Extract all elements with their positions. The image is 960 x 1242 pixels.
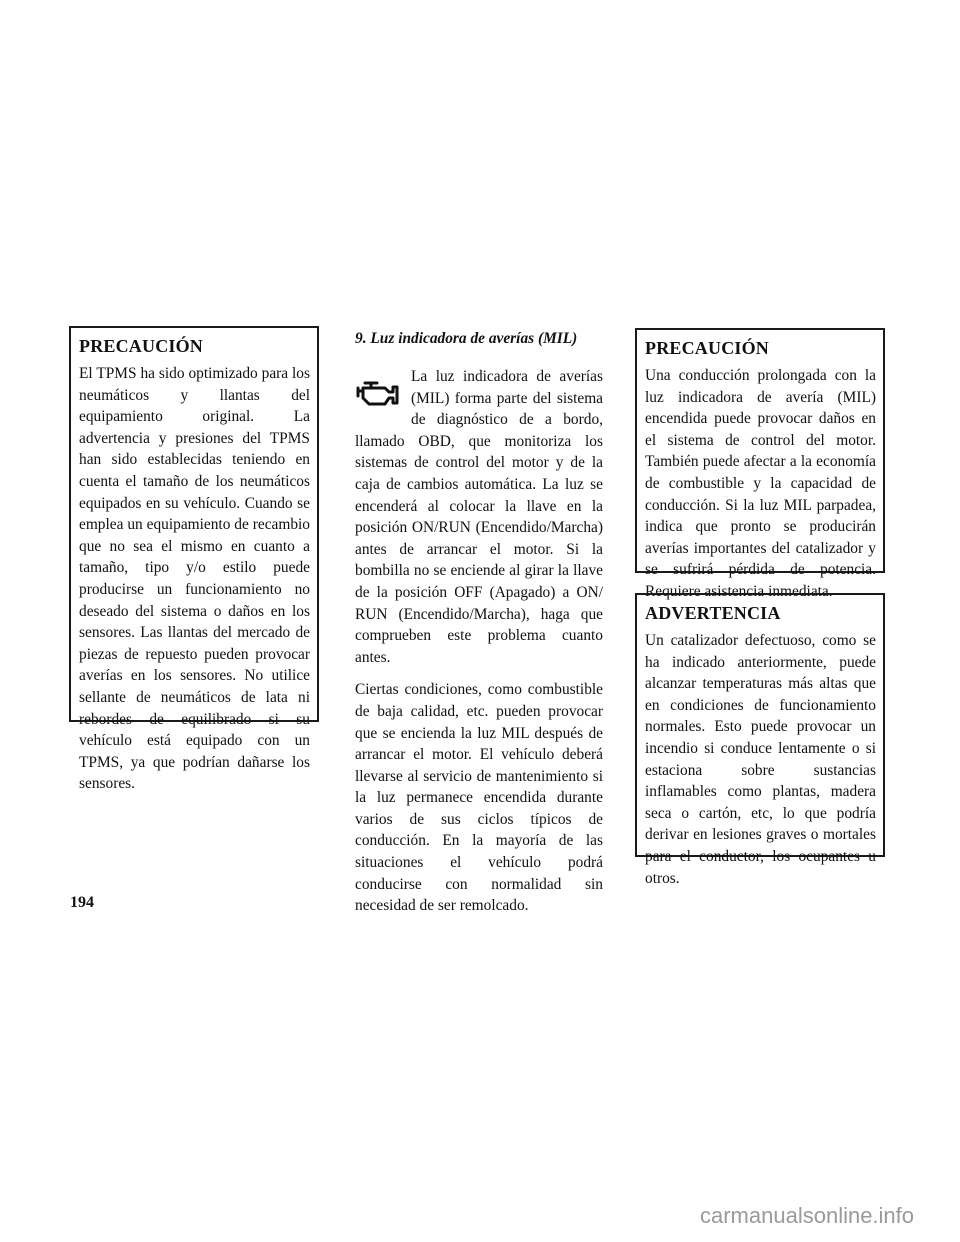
- caution-text: El TPMS ha sido optimizado para los neumáticos y llantas del equipamiento original. La advertencia y presiones del TPMS han sido establecidas teniendo en cuenta el tamaño de los neumáticos equipados en su vehículo. Cuando se emplea un equipamiento de recambio que no sea el mismo en cuanto a tamaño, tipo y/o estilo puede producirse un funcionamiento no deseado del sistema o daños en los sensores. Las llantas del mercado de piezas de repuesto pueden provocar averías en los sensores. No utilice sellante de neumáticos de lata ni rebordes de equilibrado si su vehículo está equipado con un TPMS, ya que podrían dañarse los sensores.: [79, 365, 310, 793]
- warning-box-catalyst: [635, 593, 885, 887]
- mil-paragraph-1: La luz indicadora de averías (MIL) forma parte del sistema de diagnóstico de a bordo, llamado OBD, que monitoriza los sistemas de control del motor y de la caja de cambios automática. La luz se encenderá al colocar la llave en la posición ON/RUN (Encendido/Marcha) antes de arrancar el motor. Si la bombilla no se enciende al girar la llave de la posición OFF (Apagado) a ON/ RUN (Encendido/Marcha), haga que comprueben este problema cuanto antes.: [355, 368, 603, 666]
- mil-paragraph-2: Ciertas condiciones, como combustible de baja calidad, etc. pueden provocar que se encienda la luz MIL después de arrancar el motor. El vehículo deberá llevarse al servicio de mantenimiento si la luz permanece encendida durante varios de sus ciclos típicos de conducción. En la mayoría de las situaciones el vehículo podrá conducirse con normalidad sin necesidad de ser remolcado.: [355, 681, 603, 915]
- caution-box-tpms: [69, 326, 319, 793]
- caution-title: PRECAUCIÓN: [645, 338, 770, 358]
- check-engine-icon: [355, 374, 403, 410]
- warning-text: Un catalizador defectuoso, como se ha indicado anteriormente, puede alcanzar temperaturas más altas que en condiciones de funcionamiento normales. Esto puede provocar un incendio si conduce lentamente o si estaciona sobre sustancias inflamables como plantas, madera seca o cartón, etc, lo que podría derivar en lesiones graves o mortales para el conductor, los ocupantes u otros.: [645, 632, 876, 887]
- page-number: 194: [70, 894, 94, 911]
- section-heading-mil: 9. Luz indicadora de averías (MIL): [355, 330, 578, 347]
- caution-title: PRECAUCIÓN: [79, 336, 204, 356]
- caution-box-mil: [635, 328, 885, 600]
- watermark: carmanualsonline.info: [700, 1203, 915, 1228]
- warning-title: ADVERTENCIA: [645, 603, 781, 623]
- mil-description: [355, 366, 603, 928]
- caution-text: Una conducción prolongada con la luz indicadora de avería (MIL) encendida puede provocar daños en el sistema de control del motor. También puede afectar a la economía de combustible y la capacidad de conducción. Si la luz MIL parpadea, indica que pronto se producirán averías importantes del catalizador y se sufrirá pérdida de potencia. Requiere asistencia inmediata.: [645, 367, 876, 600]
